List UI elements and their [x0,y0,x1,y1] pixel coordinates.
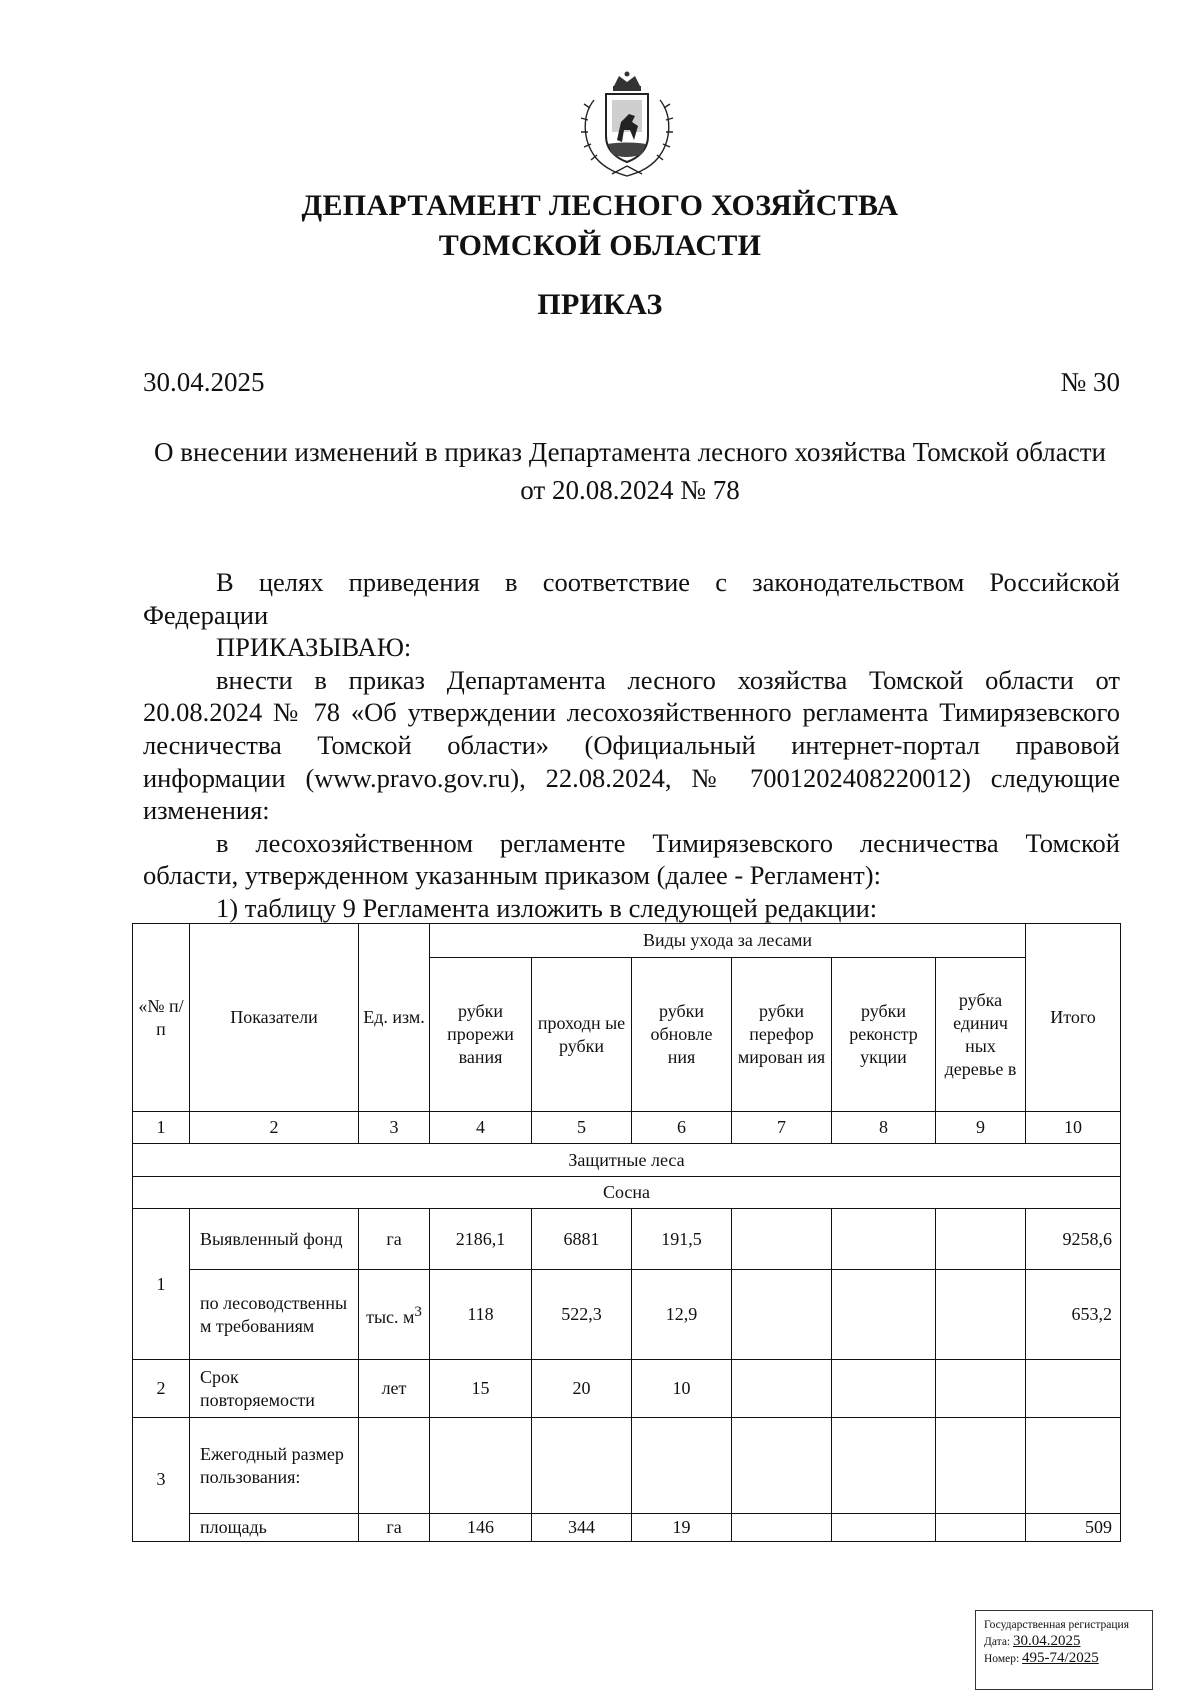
registration-stamp [975,1610,1153,1690]
value-cell: 19 [632,1514,732,1542]
total-cell: 653,2 [1026,1270,1121,1360]
total-cell: 9258,6 [1026,1209,1121,1270]
row-number: 3 [133,1418,190,1542]
body-paragraph-order: ПРИКАЗЫВАЮ: [216,632,412,663]
body-paragraph-regulation: в лесохозяйственном регламенте Тимирязевского лесничества Томской области, утвержденном указанным приказом (далее - Регламент): [143,827,1120,891]
stamp-number-row [984,1650,1144,1667]
column-number: 3 [359,1112,430,1144]
indicator-name: по лесоводственны м требованиям [190,1270,359,1360]
header-care-type: рубки перефор мирован ия [732,958,832,1112]
value-cell [832,1270,936,1360]
indicator-name: площадь [190,1514,359,1542]
empty-cell [532,1418,632,1514]
column-number: 8 [832,1112,936,1144]
indicator-name: Срок повторяемости [190,1360,359,1418]
column-number: 9 [936,1112,1026,1144]
stamp-date-label: Дата: [984,1636,1011,1648]
value-cell: 118 [430,1270,532,1360]
document-type: ПРИКАЗ [537,288,663,321]
unit-text: тыс. м [366,1306,415,1327]
header-number: «№ п/п [133,924,190,1112]
species-row: Сосна [133,1177,1121,1209]
indicator-name: Ежегодный размер пользования: [190,1418,359,1514]
total-cell [1026,1360,1121,1418]
column-number: 2 [190,1112,359,1144]
unit-superscript: 3 [414,1303,422,1320]
header-total: Итого [1026,924,1121,1112]
column-number: 4 [430,1112,532,1144]
column-number: 7 [732,1112,832,1144]
value-cell [936,1360,1026,1418]
value-cell [936,1209,1026,1270]
care-types-table [132,923,1120,1542]
unit-cell: га [359,1209,430,1270]
body-paragraph-amend: внести в приказ Департамента лесного хозяйства Томской области от 20.08.2024 № 78 «Об утверждении лесохозяйственного регламента Тимирязевского лесничества Томской области» (Официальный интернет-портал правовой информации (www.pravo.gov.ru), 22.08.2024, № 7001202408220012) следующие изменения: [143,664,1120,826]
value-cell [732,1514,832,1542]
empty-cell [359,1418,430,1514]
order-date: 30.04.2025 [143,367,265,397]
unit-cell: га [359,1514,430,1542]
column-number: 5 [532,1112,632,1144]
order-body [143,566,1120,925]
value-cell [832,1514,936,1542]
value-cell [832,1360,936,1418]
value-cell: 20 [532,1360,632,1418]
stamp-date-row [984,1633,1144,1650]
empty-cell [832,1418,936,1514]
value-cell: 6881 [532,1209,632,1270]
value-cell [832,1209,936,1270]
header-care-type: рубки реконстр укции [832,958,936,1112]
value-cell [936,1514,1026,1542]
indicator-name: Выявленный фонд [190,1209,359,1270]
empty-cell [430,1418,532,1514]
stamp-number-value: 495-74/2025 [1022,1650,1099,1666]
value-cell: 344 [532,1514,632,1542]
value-cell: 15 [430,1360,532,1418]
row-number: 2 [133,1360,190,1418]
column-number: 10 [1026,1112,1121,1144]
order-number: № 30 [1060,367,1120,397]
value-cell [936,1270,1026,1360]
header-care-type: рубка единич ных деревье в [936,958,1026,1112]
header-care-type: рубки прорежи вания [430,958,532,1112]
order-subject: О внесении изменений в приказ Департамента лесного хозяйства Томской области от 20.08.2024 № 78 [154,437,1106,505]
value-cell: 12,9 [632,1270,732,1360]
value-cell [732,1360,832,1418]
value-cell: 191,5 [632,1209,732,1270]
header-care-type: рубки обновле ния [632,958,732,1112]
unit-cell: лет [359,1360,430,1418]
unit-cell [359,1270,430,1360]
header-care-types-group: Виды ухода за лесами [430,924,1026,958]
column-number: 1 [133,1112,190,1144]
stamp-date-value: 30.04.2025 [1013,1633,1081,1649]
value-cell: 522,3 [532,1270,632,1360]
body-paragraph-item1: 1) таблицу 9 Регламента изложить в следующей редакции: [216,892,878,923]
section-row: Защитные леса [133,1144,1121,1177]
value-cell [732,1209,832,1270]
value-cell: 2186,1 [430,1209,532,1270]
body-paragraph-purpose: В целях приведения в соответствие с законодательством Российской Федерации [143,567,1120,630]
row-number: 1 [133,1209,190,1360]
empty-cell [732,1418,832,1514]
department-title-line2: ТОМСКОЙ ОБЛАСТИ [438,229,762,262]
value-cell: 146 [430,1514,532,1542]
coat-of-arms-icon [572,70,682,182]
empty-cell [632,1418,732,1514]
empty-cell [1026,1418,1121,1514]
stamp-title: Государственная регистрация [984,1619,1129,1631]
value-cell [732,1270,832,1360]
header-care-type: проходн ые рубки [532,958,632,1112]
value-cell: 10 [632,1360,732,1418]
department-title-line1: ДЕПАРТАМЕНТ ЛЕСНОГО ХОЗЯЙСТВА [301,189,899,222]
header-unit: Ед. изм. [359,924,430,1112]
stamp-number-label: Номер: [984,1653,1020,1665]
column-number: 6 [632,1112,732,1144]
header-indicator: Показатели [190,924,359,1112]
total-cell: 509 [1026,1514,1121,1542]
empty-cell [936,1418,1026,1514]
